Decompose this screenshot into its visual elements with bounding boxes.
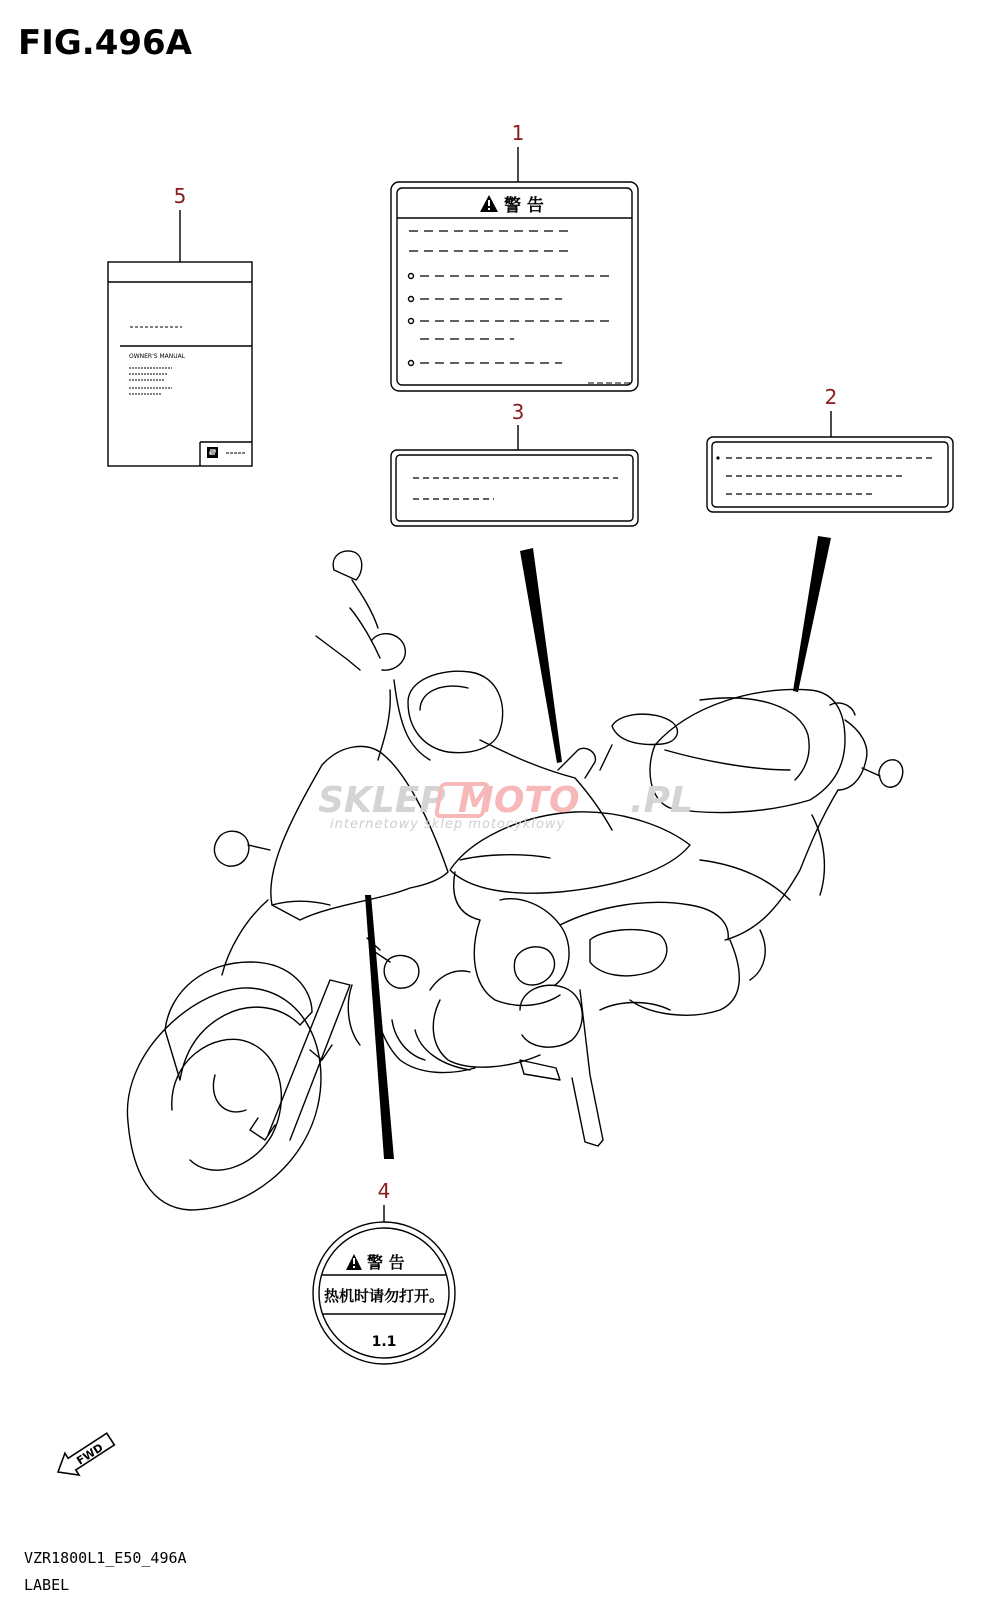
- leader-label-4: [365, 895, 394, 1159]
- figure-title: FIG.496A: [18, 23, 192, 63]
- label-2: [707, 437, 953, 512]
- svg-text:SKLEP: SKLEP: [318, 780, 446, 821]
- decal-heading: 警 告: [367, 1253, 405, 1272]
- leader-label-2: [793, 536, 831, 692]
- round-warning-decal-4: [313, 1222, 455, 1364]
- footer-label: LABEL: [24, 1576, 70, 1594]
- motorcycle-drawing: [127, 551, 902, 1210]
- svg-text:.PL: .PL: [630, 780, 693, 821]
- label-3: [391, 450, 638, 526]
- leader-label-3: [520, 548, 562, 763]
- watermark: [318, 780, 693, 832]
- svg-text:FWD: FWD: [74, 1440, 106, 1468]
- callout-4: 4: [377, 1179, 391, 1203]
- callout-2: 2: [824, 385, 838, 409]
- callout-5: 5: [173, 184, 187, 208]
- owners-manual-booklet: [108, 262, 252, 466]
- svg-text:MOTO: MOTO: [458, 780, 580, 821]
- warning-heading: 警 告: [504, 196, 544, 216]
- footer-code: VZR1800L1_E50_496A: [24, 1549, 187, 1567]
- fwd-arrow-icon: [51, 1428, 117, 1484]
- owners-manual-caption: OWNER'S MANUAL: [129, 353, 186, 360]
- decal-body: 热机时请勿打开。: [323, 1287, 445, 1305]
- warning-label-1: [391, 182, 638, 391]
- decal-number: 1.1: [371, 1334, 397, 1350]
- callout-1: 1: [511, 121, 525, 145]
- svg-text:internetowy sklep motocyklowy: internetowy sklep motocyklowy: [330, 817, 566, 832]
- callout-3: 3: [511, 400, 525, 424]
